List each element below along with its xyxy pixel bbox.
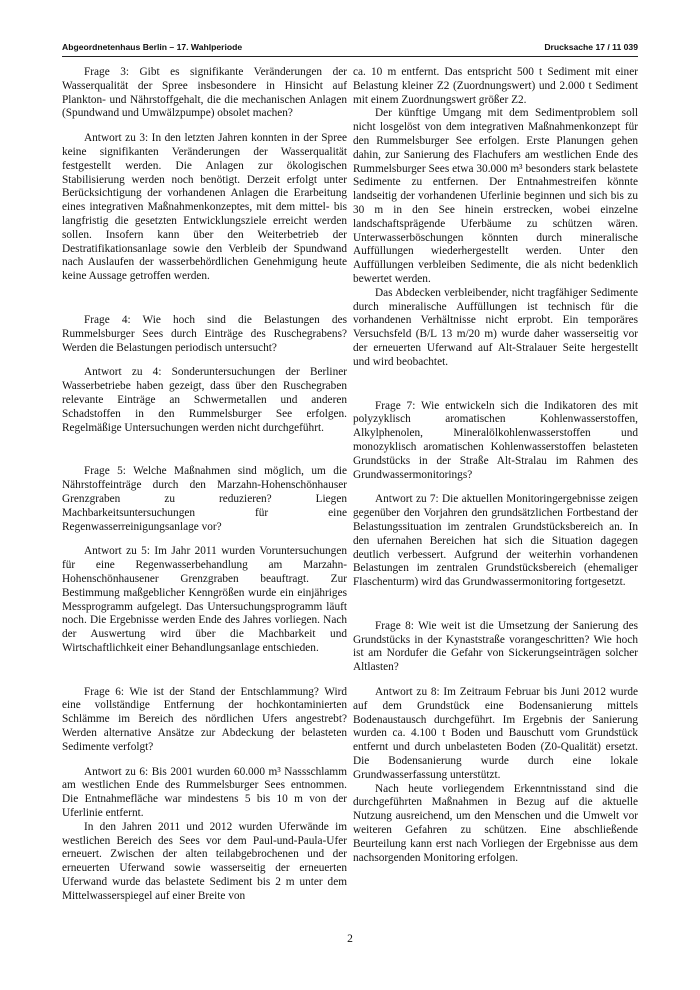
page-number: 2 [347,933,353,945]
question-3: Frage 3: Gibt es signifikante Veränderungen der Wasserqualität der Spree insbesondere in Hinsicht auf Plankton- und Nährstoffgehalt, die die mechanischen Anlagen (Spundwand und Umwälzpumpe) obsolet machen? [62,66,347,120]
answer-7: Antwort zu 7: Die aktuellen Monitoringergebnisse zeigen gegenüber den Vorjahren den grundsätzlichen Fortbestand der Belastungssituation im zentralen Grundstücksbereich an. In den ufernahen Bereichen hat sich die Situation dagegen deutlich verbessert. Aufgrund der weiterhin vorhandenen Belastungen im zentralen Grundstücksbereich (ehemaliger Flaschenturm) wird das Grundwassermonitoring fortgesetzt. [353,493,638,589]
header-document-number: Drucksache 17 / 11 039 [544,42,638,52]
answer-6-continued: ca. 10 m entfernt. Das entspricht 500 t Sediment mit einer Belastung kleiner Z2 (Zuordnungswert) und 2.000 t Sediment mit einem Zuordnungswert größer Z2. [353,66,638,106]
question-4: Frage 4: Wie hoch sind die Belastungen des Rummelsburger Sees durch Einträge des Ruschegrabens? Werden die Belastungen periodisch untersucht? [62,313,347,354]
right-column [353,66,638,865]
header-institution: Abgeordnetenhaus Berlin – 17. Wahlperiode [62,42,243,52]
answer-5: Antwort zu 5: Im Jahr 2011 wurden Voruntersuchungen für eine Regenwasserbehandlung am Marzahn-Hohenschönhausener Grenzgraben beauftragt. Zur Bestimmung maßgeblicher Kenngrößen wurde ein einjähriges Messprogramm aufgelegt. Das Untersuchungsprogramm läuft noch. Die Ergebnisse werden Ende des Jahres vorliegen. Nach der Auswertung wird über die Machbarkeit und Wirtschaftlichkeit einer Behandlungsanlage entschieden. [62,545,347,654]
left-column [62,66,347,904]
question-8: Frage 8: Wie weit ist die Umsetzung der Sanierung des Grundstücks in der Kynaststraße vorangeschritten? Wie hoch ist am Nordufer die Gefahr von Sickerungseinträgen solcher Altlasten? [353,619,638,674]
answer-6-paragraph-3: Der künftige Umgang mit dem Sedimentproblem soll nicht losgelöst von dem integrativen Maßnahmenkonzept für den Rummelsburger See erfolgen. Erste Planungen gehen dahin, zur Sanierung des Flachufers am westlichen Ende des Rummelsburger Sees etwa 30.000 m³ besonders stark belastete Sedimente zu entfernen. Der Entnahmestreifen könnte landseitig der vorhandenen Uferlinie beginnen und sich bis zu 30 m in den See hinein erstrecken, wobei einzelne landschaftsprägende Uferbäume zu schützen wären. Unterwasserböschungen könnten durch mineralische Auffüllungen wiederhergestellt werden. Unter den Auffüllungen verbleiben Sedimente, die als nicht bedenklich bewertet werden. [353,107,638,285]
question-5: Frage 5: Welche Maßnahmen sind möglich, um die Nährstoffeinträge durch den Marzahn-Hohenschönhauser Grenzgraben zu reduzieren? Liegen Machbarkeitsuntersuchungen für eine Regenwasserreinigungsanlage vor? [62,465,347,533]
answer-6-paragraph-1: Antwort zu 6: Bis 2001 wurden 60.000 m³ Nassschlamm am westlichen Ende des Rummelsburger Sees entnommen. Die Entnahmefläche war mindestens 5 bis 10 m von der Uferlinie entfernt. [62,765,347,820]
page-header [62,40,638,57]
answer-6-paragraph-2: In den Jahren 2011 und 2012 wurden Uferwände im westlichen Bereich des Sees vor dem Paul-und-Paula-Ufer erneuert. Zwischen der alten teilabgebrochenen und der erneuerten Uferwand sowie wasserseitig der erneuerten Uferwand wurde das belastete Sediment bis 2 m unter dem Mittelwasserspiegel auf einer Breite von [62,820,347,902]
answer-8-paragraph-2: Nach heute vorliegendem Erkenntnisstand sind die durchgeführten Maßnahmen in Bezug auf die aktuelle Nutzung ausreichend, um den Menschen und die Umwelt vor weiteren Gefahren zu schützen. Eine abschließende Beurteilung kann erst nach Vorliegen der Ergebnisse aus dem nachsorgenden Monitoring erfolgen. [353,782,638,864]
answer-3: Antwort zu 3: In den letzten Jahren konnten in der Spree keine signifikanten Veränderungen der Wasserqualität festgestellt werden. Die Anlagen zur ökologischen Stabilisierung werden noch benötigt. Derzeit erfolgt unter Berücksichtigung der vorhandenen Anlagen die Erarbeitung eines integrativen Maßnahmenkonzeptes, mit dem mittel- bis langfristig die gesetzten Entwicklungsziele erreicht werden sollen. Insofern kann über den Weiterbetrieb der Destratifikationsanlage sowie den Verbleib der Spundwand nach Auslaufen der wasserbehördlichen Genehmigung heute keine Aussage getroffen werden. [62,132,347,283]
question-6: Frage 6: Wie ist der Stand der Entschlammung? Wird eine vollständige Entfernung der hochkontaminierten Schlämme im Bereich des nördlichen Ufers angestrebt? Werden alternative Ansätze zur Abdeckung der belasteten Sedimente verfolgt? [62,685,347,753]
question-7: Frage 7: Wie entwickeln sich die Indikatoren des mit polyzyklisch aromatischen Kohlenwasserstoffen, Alkylphenolen, Mineralölkohlenwasserstoffen und monozyklisch aromatischen Kohlenwasserstoffen belasteten Grundstücks in der Straße Alt-Stralau im Rahmen des Grundwassermonitorings? [353,399,638,481]
answer-8-paragraph-1: Antwort zu 8: Im Zeitraum Februar bis Juni 2012 wurde auf dem Grundstück eine Bodensanierung mittels Bodenaustausch durchgeführt. Im Ergebnis der Sanierung wurden ca. 4.100 t Boden und Bauschutt vom Grundstück entfernt und durch unbelasteten Boden (Z0-Qualität) ersetzt. Die Bodensanierung wurde durch eine lokale Grundwasserfassung unterstützt. [353,686,638,781]
answer-6-paragraph-4: Das Abdecken verbleibender, nicht tragfähiger Sedimente durch mineralische Auffüllungen ist technisch für die vorhandenen Verhältnisse nicht erprobt. Ein temporäres Versuchsfeld (B/L 13 m/20 m) wurde daher wasserseitig vor der erneuerten Uferwand auf Alt-Stralauer Seite hergestellt und wird beobachtet. [353,286,638,368]
answer-4: Antwort zu 4: Sonderuntersuchungen der Berliner Wasserbetriebe haben gezeigt, dass über den Ruschegraben relevante Einträge an Schwermetallen und anderen Schadstoffen in den Rummelsburger See erfolgen. Regelmäßige Untersuchungen werden nicht durchgeführt. [62,366,347,434]
